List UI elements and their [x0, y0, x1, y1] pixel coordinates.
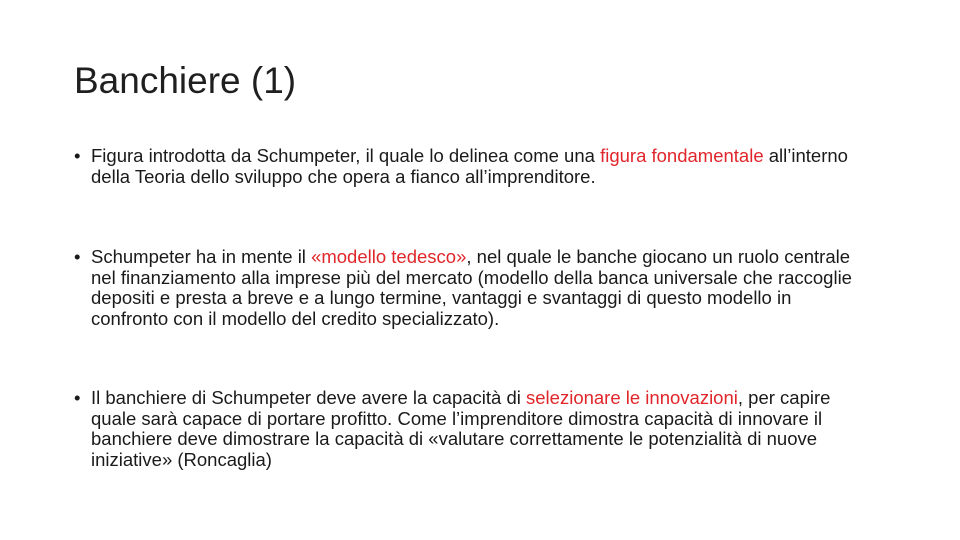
- bullet-dot-icon: •: [74, 387, 81, 408]
- bullet-text-part: Il banchiere di Schumpeter deve avere la capacità di: [91, 387, 527, 408]
- bullet-text-part: , per capire quale sarà capace di portare profitto. Come l’imprenditore dimostra capacità di innovare il banchiere deve dimostrare la capacità di «valutare correttamente le potenzialità di nuove iniziative» (Roncaglia): [91, 387, 831, 470]
- bullet-text: [91, 146, 866, 187]
- bullet-text: [91, 388, 866, 470]
- bullet-item: [74, 146, 874, 187]
- slide-title: Banchiere (1): [74, 60, 297, 101]
- bullet-highlight: figura fondamentale: [600, 145, 764, 166]
- bullet-text-part: Figura introdotta da Schumpeter, il quale lo delinea come una: [91, 145, 601, 166]
- bullet-highlight: «modello tedesco»: [311, 246, 467, 267]
- bullet-item: [74, 247, 874, 329]
- bullet-text-part: , nel quale le banche giocano un ruolo centrale nel finanziamento alla imprese più del mercato (modello della banca universale che raccoglie depositi e presta a breve e a lungo termine, vantaggi e svantaggi di questo modello in confronto con il modello del credito specializzato).: [91, 246, 852, 329]
- bullet-text-part: all’interno della Teoria dello sviluppo che opera a fianco all’imprenditore.: [91, 145, 848, 187]
- bullet-text: [91, 247, 866, 329]
- bullet-dot-icon: •: [74, 246, 81, 267]
- bullet-dot-icon: •: [74, 145, 81, 166]
- bullet-text-part: Schumpeter ha in mente il: [91, 246, 312, 267]
- bullet-item: [74, 388, 874, 470]
- bullet-highlight: selezionare le innovazioni: [526, 387, 738, 408]
